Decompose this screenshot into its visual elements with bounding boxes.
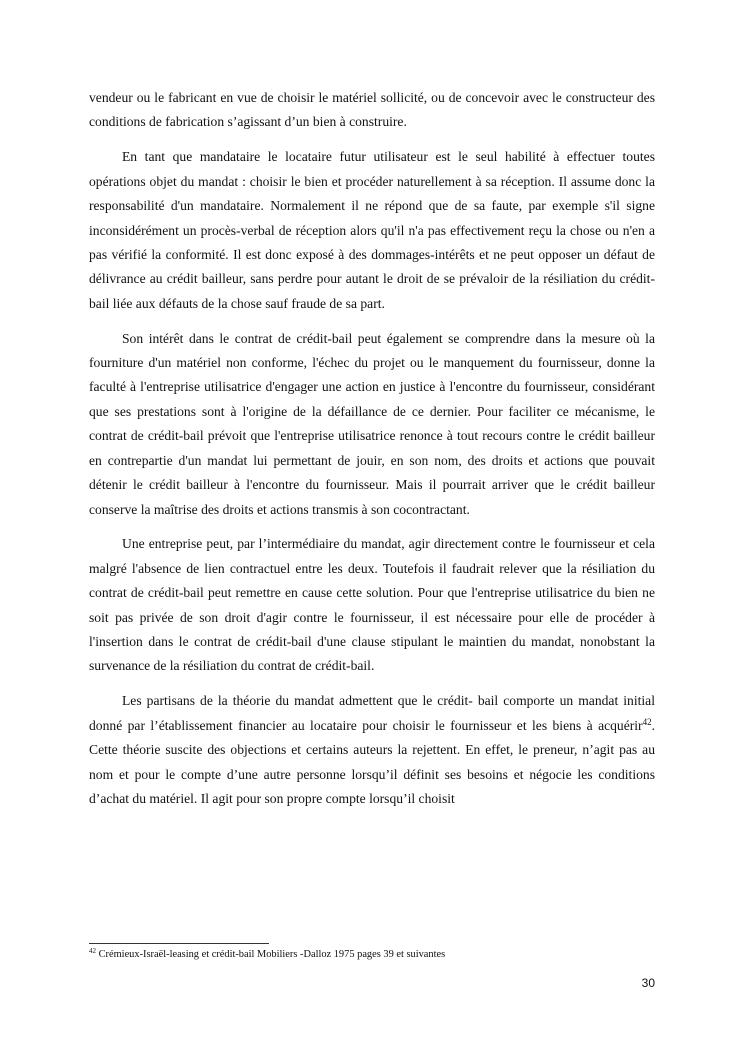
paragraph-partisans-part1: Les partisans de la théorie du mandat admettent que le crédit- bail comporte un mandat initial donné par l’établissement financier au locataire pour choisir le fournisseur et les biens à acquérir bbox=[89, 693, 655, 733]
footnote bbox=[89, 948, 655, 962]
page-number: 30 bbox=[641, 976, 655, 990]
paragraph-mandataire: En tant que mandataire le locataire futur utilisateur est le seul habilité à effectuer toutes opérations objet du mandat : choisir le bien et procéder naturellement à sa réception. Il assume donc la responsabilité d'un mandataire. Normalement il ne répond que de sa faute, par exemple s'il signe inconsidérément un procès-verbal de réception alors qu'il n'a pas effectivement reçu la chose ou n'en a pas vérifié la conformité. Il est donc exposé à des dommages-intérêts et ne peut opposer un défaut de délivrance au crédit bailleur, sans perdre pour autant le droit de se prévaloir de la résiliation du crédit-bail liée aux défauts de la chose sauf fraude de sa part. bbox=[89, 149, 655, 311]
paragraph-entreprise: Une entreprise peut, par l’intermédiaire du mandat, agir directement contre le fournisseur et cela malgré l'absence de lien contractuel entre les deux. Toutefois il faudrait relever que la résiliation du contrat de crédit-bail peut remettre en cause cette solution. Pour que l'entreprise utilisatrice du bien ne soit pas privée de son droit d'agir contre le fournisseur, il est nécessaire pour elle de procéder à l'insertion dans le contrat de crédit-bail d'une clause stipulant le maintien du mandat, nonobstant la survenance de la résiliation du contrat de crédit-bail. bbox=[89, 536, 655, 674]
footnote-number: 42 bbox=[89, 947, 96, 955]
footnote-text: Crémieux-Israël-leasing et crédit-bail Mobiliers -Dalloz 1975 pages 39 et suivantes bbox=[96, 949, 446, 960]
body-text bbox=[89, 86, 655, 822]
paragraph-partisans bbox=[89, 689, 655, 811]
footnote-separator bbox=[89, 943, 269, 944]
footnote-reference: 42 bbox=[642, 716, 652, 727]
paragraph-interet: Son intérêt dans le contrat de crédit-bail peut également se comprendre dans la mesure où la fourniture d'un matériel non conforme, l'échec du projet ou le manquement du fournisseur, donne la faculté à l'entreprise utilisatrice d'engager une action en justice à l'encontre du fournisseur, considérant que ses prestations sont à l'origine de la défaillance de ce dernier. Pour faciliter ce mécanisme, le contrat de crédit-bail prévoit que l'entreprise utilisatrice renonce à tout recours contre le crédit bailleur en contrepartie d'un mandat lui permettant de jouir, en son nom, des droits et actions que pouvait détenir le crédit bailleur à l'encontre du fournisseur. Mais il pourrait arriver que le crédit bailleur conserve la maîtrise des droits et actions transmis à son cocontractant. bbox=[89, 330, 655, 517]
paragraph-continuation: vendeur ou le fabricant en vue de choisir le matériel sollicité, ou de concevoir avec le constructeur des conditions de fabrication s’agissant d’un bien à construire. bbox=[89, 90, 655, 130]
paragraph-partisans-part2: . Cette théorie suscite des objections et certains auteurs la rejettent. En effet, le preneur, n’agit pas au nom et pour le compte d’une autre personne lorsqu’il définit ses besoins et négocie les conditions d’achat du matériel. Il agit pour son propre compte lorsqu’il choisit bbox=[89, 717, 655, 806]
